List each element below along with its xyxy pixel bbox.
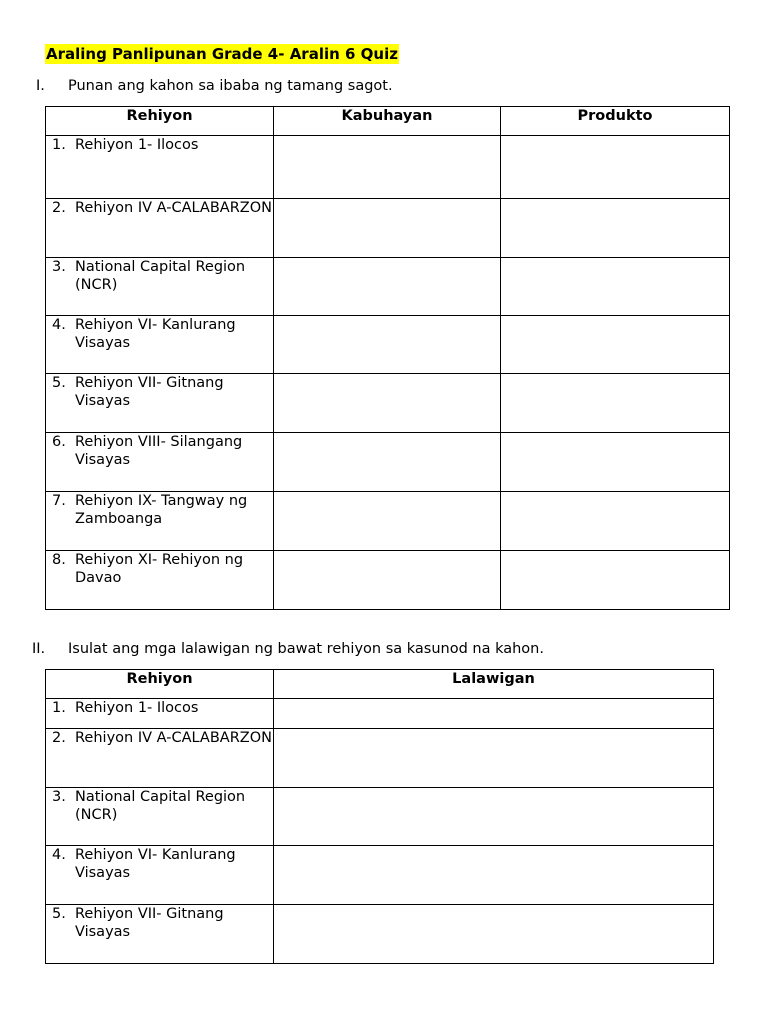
row-number: 5. [52,906,66,922]
kabuhayan-answer-cell[interactable] [274,136,501,199]
region-name: Rehiyon 1- Ilocos [75,137,199,153]
part2-instruction-text: Isulat ang mga lalawigan ng bawat rehiyon sa kasunod na kahon. [68,641,544,657]
row-number: 7. [52,493,66,509]
row-number: 4. [52,847,66,863]
kabuhayan-answer-cell[interactable] [274,492,501,551]
row-number: 5. [52,375,66,391]
lalawigan-answer-cell[interactable] [274,699,714,729]
row-number: 8. [52,552,66,568]
produkto-answer-cell[interactable] [501,199,730,258]
kabuhayan-answer-cell[interactable] [274,374,501,433]
row-number: 4. [52,317,66,333]
produkto-answer-cell[interactable] [501,433,730,492]
row-number: 6. [52,434,66,450]
region-name: National Capital Region (NCR) [75,259,246,293]
quiz-title: Araling Panlipunan Grade 4- Aralin 6 Quiz [46,45,398,63]
table-row [46,551,730,610]
produkto-answer-cell[interactable] [501,492,730,551]
region-name: National Capital Region (NCR) [75,789,246,823]
row-number: 1. [52,137,66,153]
row-number: 3. [52,789,66,805]
region-name: Rehiyon VI- Kanlurang Visayas [75,317,236,351]
table-row [46,433,730,492]
region-name: Rehiyon VII- Gitnang Visayas [75,906,224,940]
table-row [46,729,714,788]
kabuhayan-answer-cell[interactable] [274,316,501,374]
table-row [46,905,714,964]
table-row [46,316,730,374]
part1-header-kabuhayan: Kabuhayan [274,107,501,136]
table-row [46,136,730,199]
kabuhayan-answer-cell[interactable] [274,433,501,492]
produkto-answer-cell[interactable] [501,136,730,199]
table-row [46,846,714,905]
table-row [46,492,730,551]
region-name: Rehiyon VI- Kanlurang Visayas [75,847,236,881]
kabuhayan-answer-cell[interactable] [274,199,501,258]
part2-header-rehiyon: Rehiyon [46,670,274,699]
region-name: Rehiyon IX- Tangway ng Zamboanga [75,493,248,527]
produkto-answer-cell[interactable] [501,551,730,610]
part1-number: I. [36,78,45,94]
region-name: Rehiyon XI- Rehiyon ng Davao [75,552,244,586]
table-row [46,699,714,729]
part2-number: II. [32,641,46,657]
part1-header-rehiyon: Rehiyon [46,107,274,136]
kabuhayan-answer-cell[interactable] [274,258,501,316]
lalawigan-answer-cell[interactable] [274,846,714,905]
part2-header-lalawigan: Lalawigan [274,670,714,699]
region-name: Rehiyon VII- Gitnang Visayas [75,375,224,409]
part1-instruction-text: Punan ang kahon sa ibaba ng tamang sagot. [68,78,393,94]
region-name: Rehiyon 1- Ilocos [75,700,199,716]
row-number: 3. [52,259,66,275]
table-row [46,788,714,846]
region-name: Rehiyon VIII- Silangang Visayas [75,434,243,468]
table-row [46,374,730,433]
table-row [46,199,730,258]
region-name: Rehiyon IV A-CALABARZON [75,730,272,746]
part2-header-row [46,670,714,699]
part2-instruction [32,640,544,658]
part1-table [45,106,730,610]
part1-header-row [46,107,730,136]
produkto-answer-cell[interactable] [501,258,730,316]
part1-instruction [36,77,393,95]
produkto-answer-cell[interactable] [501,316,730,374]
row-number: 1. [52,700,66,716]
kabuhayan-answer-cell[interactable] [274,551,501,610]
region-name: Rehiyon IV A-CALABARZON [75,200,272,216]
lalawigan-answer-cell[interactable] [274,729,714,788]
row-number: 2. [52,730,66,746]
part1-header-produkto: Produkto [501,107,730,136]
produkto-answer-cell[interactable] [501,374,730,433]
part2-table [45,669,714,964]
table-row [46,258,730,316]
row-number: 2. [52,200,66,216]
lalawigan-answer-cell[interactable] [274,788,714,846]
lalawigan-answer-cell[interactable] [274,905,714,964]
